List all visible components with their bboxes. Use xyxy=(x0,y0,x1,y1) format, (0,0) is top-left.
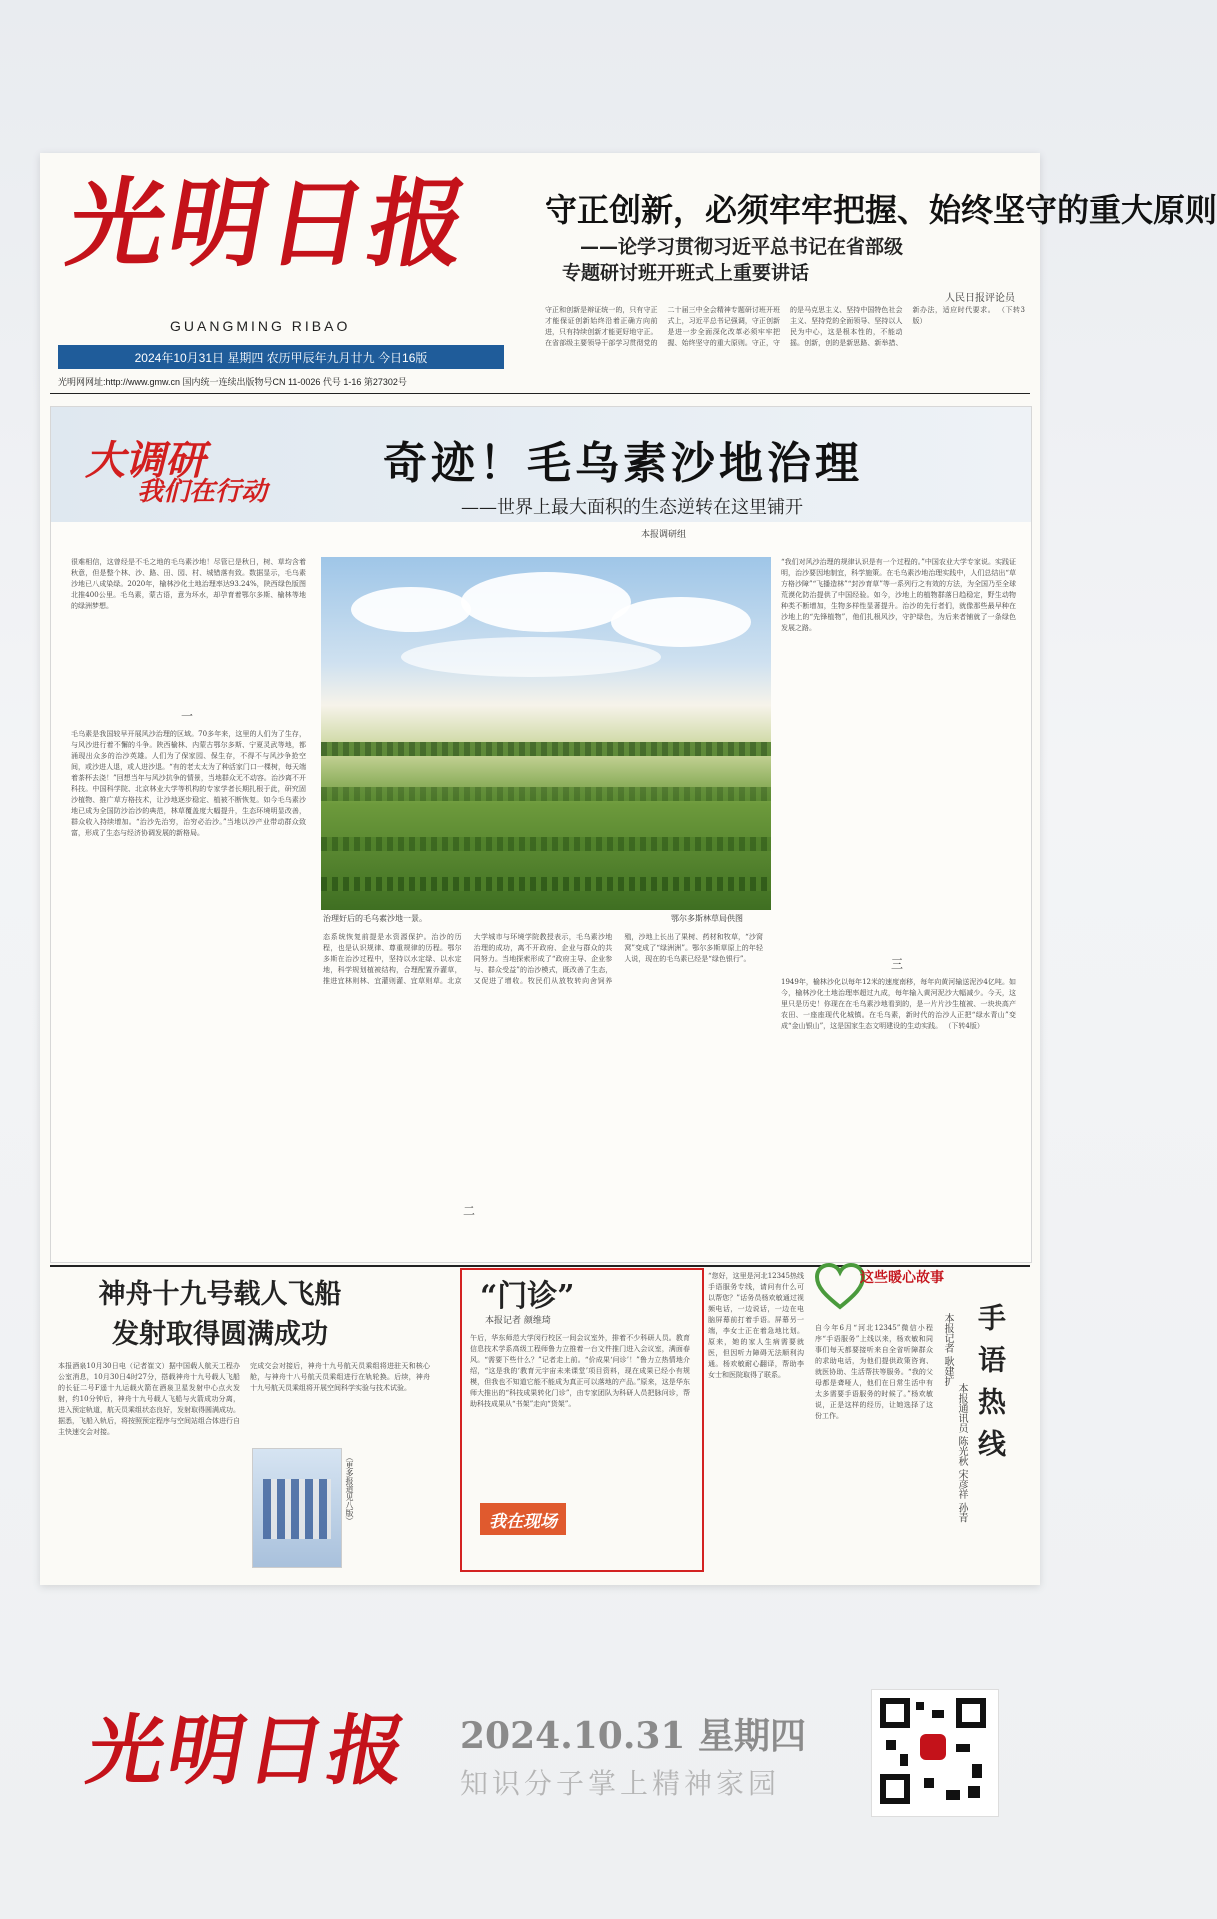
qr-finder xyxy=(956,1698,986,1728)
feature-continued: （下转4版） xyxy=(944,1022,984,1030)
lead-headline: 守正创新，必须牢牢把握、始终坚守的重大原则 xyxy=(545,191,1217,229)
hotline-byline-2: 本报通讯员 陈光秋 宋彦祥 孙青 xyxy=(956,1383,967,1523)
section-mark-3: 三 xyxy=(891,957,904,971)
qr-code[interactable] xyxy=(872,1690,998,1816)
qr-module xyxy=(932,1710,944,1718)
photo-cloud xyxy=(611,597,751,647)
shenzhou-caption: （更多报道见八版） xyxy=(345,1453,354,1525)
qr-module xyxy=(886,1740,896,1750)
heart-label: 这些暖心故事 xyxy=(860,1270,944,1286)
shenzhou-body-text: 本报酒泉10月30日电（记者崔文）据中国载人航天工程办公室消息，10月30日4时27分，搭载神舟十九号载人飞船的长征二号F遥十九运载火箭在酒泉卫星发射中心点火发射，约10分钟后，神舟十九号载人飞船与火箭成功分离，进入预定轨道，航天员乘组状态良好，发射取得圆满成功。据悉，飞船入轨后，将按照预定程序与空间站组合体进行自主快速交会对接。 xyxy=(58,1362,240,1436)
lead-body-text: 守正和创新是辩证统一的，只有守正才能保证创新始终沿着正确方向前进，只有持续创新才能更好地守正。在省部级主要领导干部学习贯彻党的二十届三中全会精神专题研讨班开班式上，习近平总书记强调，守正创新是进一步全面深化改革必须牢牢把握、始终坚守的重大原则。守正，守的是马克思主义、坚持中国特色社会主义、坚持党的全面领导、坚持以人民为中心，这是根本性的，不能动摇。创新，创的是新思路、新举措、新办法，适应时代要求。 （下转3版） xyxy=(545,306,1025,347)
publication-info: 光明网网址:http://www.gmw.cn 国内统一连续出版物号CN 11-0026 代号 1-16 第27302号 xyxy=(58,377,407,387)
masthead-pinyin: GUANGMING RIBAO xyxy=(170,318,351,334)
feature-col4-text: “我们对风沙治理的规律认识是有一个过程的。”中国农业大学专家说。实践证明，治沙要因地制宜，科学施策。在毛乌素沙地治理实践中，人们总结出“草方格沙障”“飞播造林”“封沙育草”等一系列行之有效的方法，为全国乃至全球荒漠化防治提供了中国经验。如今，沙地上的植物群落日趋稳定，野生动物种类不断增加，生物多样性显著提升。治沙的先行者们，就像那些最早种在沙地上的“先锋植物”，他们扎根风沙，守护绿色，为后来者铺就了一条绿色发展之路。 xyxy=(781,558,1016,632)
hotline-col1-text: “您好，这里是河北12345热线手语服务专线，请问有什么可以帮您？”话务员杨欢敏通过视频电话，一边说话，一边在电脑屏幕前打着手语。屏幕另一端，李女士正在着急地比划。原来，她的家人生病需要就医，但因听力障碍无法顺利沟通。杨欢敏耐心翻译，帮助李女士和医院取得了联系。 xyxy=(708,1272,804,1379)
feature-title: 奇迹！毛乌素沙地治理 xyxy=(383,438,863,489)
menzhen-body-text: 午后，华东师范大学闵行校区一间会议室外，排着不少科研人员。教育信息技术学系高级工程师鲁力立推着一台文件推门进入会议室，满面春风。“需要下些什么？”记者走上前。“价成果‘问诊’！”鲁力立热情地介绍，“这是我的‘教育元宇宙未来课堂’项目资料，现在成果已经小有规模，但我也不知道它能不能成为真正可以落地的产品。”原来，这是华东师大推出的“科技成果转化门诊”，由专家团队为科研人员把脉问诊，帮助科技成果从“书架”走向“货架”。 xyxy=(470,1334,690,1408)
newspaper-page xyxy=(40,153,1217,1585)
photo-tree-row xyxy=(321,837,771,851)
qr-module xyxy=(924,1778,934,1788)
dateline-bar xyxy=(58,345,504,369)
masthead-logo: 光明日报 xyxy=(60,167,481,280)
hotline-col2-text: 自今年6月“河北12345”微信小程序“手语服务”上线以来，杨欢敏和同事们每天都要接听来自全省听障群众的求助电话，为他们提供政策咨询、就医协助、生活帮扶等服务。“我的父母都是聋哑人，他们在日常生活中有太多需要手语服务的时候了。”杨欢敏说，正是这样的经历，让她选择了这份工作。 xyxy=(815,1324,933,1420)
dateline-text: 2024年10月31日 星期四 农历甲辰年九月廿九 今日16版 xyxy=(134,350,428,365)
feature-col1-text: 毛乌素是我国较早开展风沙治理的区域。70多年来，这里的人们为了生存，与风沙进行着不懈的斗争。陕西榆林、内蒙古鄂尔多斯、宁夏灵武等地，都涌现出众多的治沙英雄。人们为了保家园、保生存，不得不与风沙争抢空间，或沙进人退，或人进沙退。“有的老太太为了种活家门口一棵树，每天端着茶杯去浇！”回想当年与风沙抗争的情景，当地群众无不动容。治沙离不开科技。中国科学院、北京林业大学等机构的专家学者长期扎根于此，研究固沙植物、推广草方格技术，让沙地逐步稳定、植被不断恢复。如今毛乌素沙地已成为全国防沙治沙的典范，林草覆盖度大幅提升，生态环境明显改善，群众收入持续增加。“治沙先治穷，治穷必治沙。”当地以沙产业带动群众致富，形成了生态与经济协调发展的新格局。 xyxy=(71,730,306,837)
lead-continued: （下转3版） xyxy=(912,306,1025,325)
qr-module xyxy=(968,1786,980,1798)
feature-intro-text: 很难相信，这曾经是不毛之地的毛乌素沙地！尽管已是秋日，树、草均含着秋意，但是整个林、沙、路、田、园、村、城错落有致。数据显示，毛乌素沙地已八成染绿。2020年，榆林沙化土地治理率达93.24%，陕西绿色版图北推400公里。毛乌素，蒙古语，意为坏水，却孕育着鄂尔多斯、榆林等地的绿洲梦想。 xyxy=(71,558,306,610)
feature-col4b-text: 1949年，榆林沙化以每年12米的速度南移，每年向黄河输送泥沙4亿吨。如今，榆林沙化土地治理率超过九成，每年输入黄河泥沙大幅减少。今天，这里只是历史！你现在在毛乌素沙地看到的，是一片片沙生植被、一块块高产农田、一座座现代化城镇。在毛乌素，新时代的治沙人正把“绿水青山”变成“金山银山”，这是国家生态文明建设的生动实践。 （下转4版） xyxy=(781,978,1016,1030)
footer-slogan: 知识分子掌上精神家园 xyxy=(460,1767,781,1800)
qr-module xyxy=(972,1764,982,1778)
photo-caption: 治理好后的毛乌素沙地一景。 xyxy=(323,914,427,923)
astronaut-group-figure xyxy=(263,1479,331,1539)
menzhen-title: “门诊” xyxy=(480,1279,575,1314)
feature-middle-text: 态系统恢复前提是水资源保护。治沙的历程，也是认识规律、尊重规律的历程。鄂尔多斯在治沙过程中，坚持以水定绿、以水定地，科学规划植被结构，合理配置乔灌草，推进宜林则林、宜灌则灌、宜草则草。北京大学城市与环境学院教授表示，毛乌素沙地治理的成功，离不开政府、企业与群众的共同努力。当地探索形成了“政府主导、企业参与、群众受益”的治沙模式，既改善了生态，又促进了增收。牧民们从放牧转向舍饲养殖，沙地上长出了果树、药材和牧草，“沙窝窝”变成了“绿洲洲”。鄂尔多斯草原上的年轻人说，现在的毛乌素已经是“绿色银行”。 xyxy=(323,933,763,985)
qr-module xyxy=(956,1744,970,1752)
lead-byline: 人民日报评论员 xyxy=(945,293,1015,304)
lead-subhead-line1: ——论学习贯彻习近平总书记在省部级 xyxy=(580,236,904,258)
qr-finder xyxy=(880,1774,910,1804)
badge-sub-text: 我们在行动 xyxy=(137,477,268,507)
zaixian-badge: 我在现场 xyxy=(480,1503,566,1535)
qr-module xyxy=(946,1790,960,1800)
shenzhou-headline xyxy=(70,1275,370,1355)
hotline-byline-1: 本报记者 耿建扩 xyxy=(942,1313,953,1387)
feature-section xyxy=(50,406,1032,1263)
photo-tree-row xyxy=(321,877,771,891)
photo-cloud xyxy=(401,637,661,677)
lead-subhead-line2: 专题研讨班开班式上重要讲话 xyxy=(562,261,810,284)
photo-credit: 鄂尔多斯林草局供图 xyxy=(671,914,743,923)
footer-logo: 光明日报 xyxy=(81,1706,417,1795)
campaign-badge xyxy=(85,429,315,509)
qr-module xyxy=(900,1754,908,1766)
feature-byline: 本报调研组 xyxy=(641,530,687,540)
badge-main-text: 大调研 xyxy=(85,438,205,484)
photo-cloud xyxy=(461,572,631,632)
hotline-title: 手语热线 xyxy=(974,1303,1007,1471)
shenzhou-photo xyxy=(252,1448,342,1568)
photo-cloud xyxy=(351,587,471,632)
photo-tree-row xyxy=(321,742,771,756)
feature-subtitle: ——世界上最大面积的生态逆转在这里铺开 xyxy=(461,497,803,518)
qr-module xyxy=(916,1702,924,1710)
qr-center-logo xyxy=(920,1734,946,1760)
menzhen-byline: 本报记者 颜维琦 xyxy=(485,1316,551,1326)
shenzhou-line2: 发射取得圆满成功 xyxy=(112,1319,328,1350)
photo-tree-row xyxy=(321,787,771,801)
shenzhou-line1: 神舟十九号载人飞船 xyxy=(98,1279,342,1310)
qr-finder xyxy=(880,1698,910,1728)
lead-subhead xyxy=(562,235,1040,286)
shenzhou-body-text-2: 完成交会对接后，神舟十九号航天员乘组将进驻天和核心舱，与神舟十八号航天员乘组进行在轨轮换。后续，神舟十九号航天员乘组将开展空间科学实验与技术试验。 xyxy=(250,1362,430,1392)
section-mark-1: 一 xyxy=(181,709,194,723)
section-mark-2: 二 xyxy=(463,1204,476,1218)
footer-date: 2024.10.31 星期四 xyxy=(460,1715,806,1757)
heart-icon xyxy=(815,1263,865,1309)
masthead-rule xyxy=(50,393,1030,394)
feature-photo xyxy=(321,557,771,910)
